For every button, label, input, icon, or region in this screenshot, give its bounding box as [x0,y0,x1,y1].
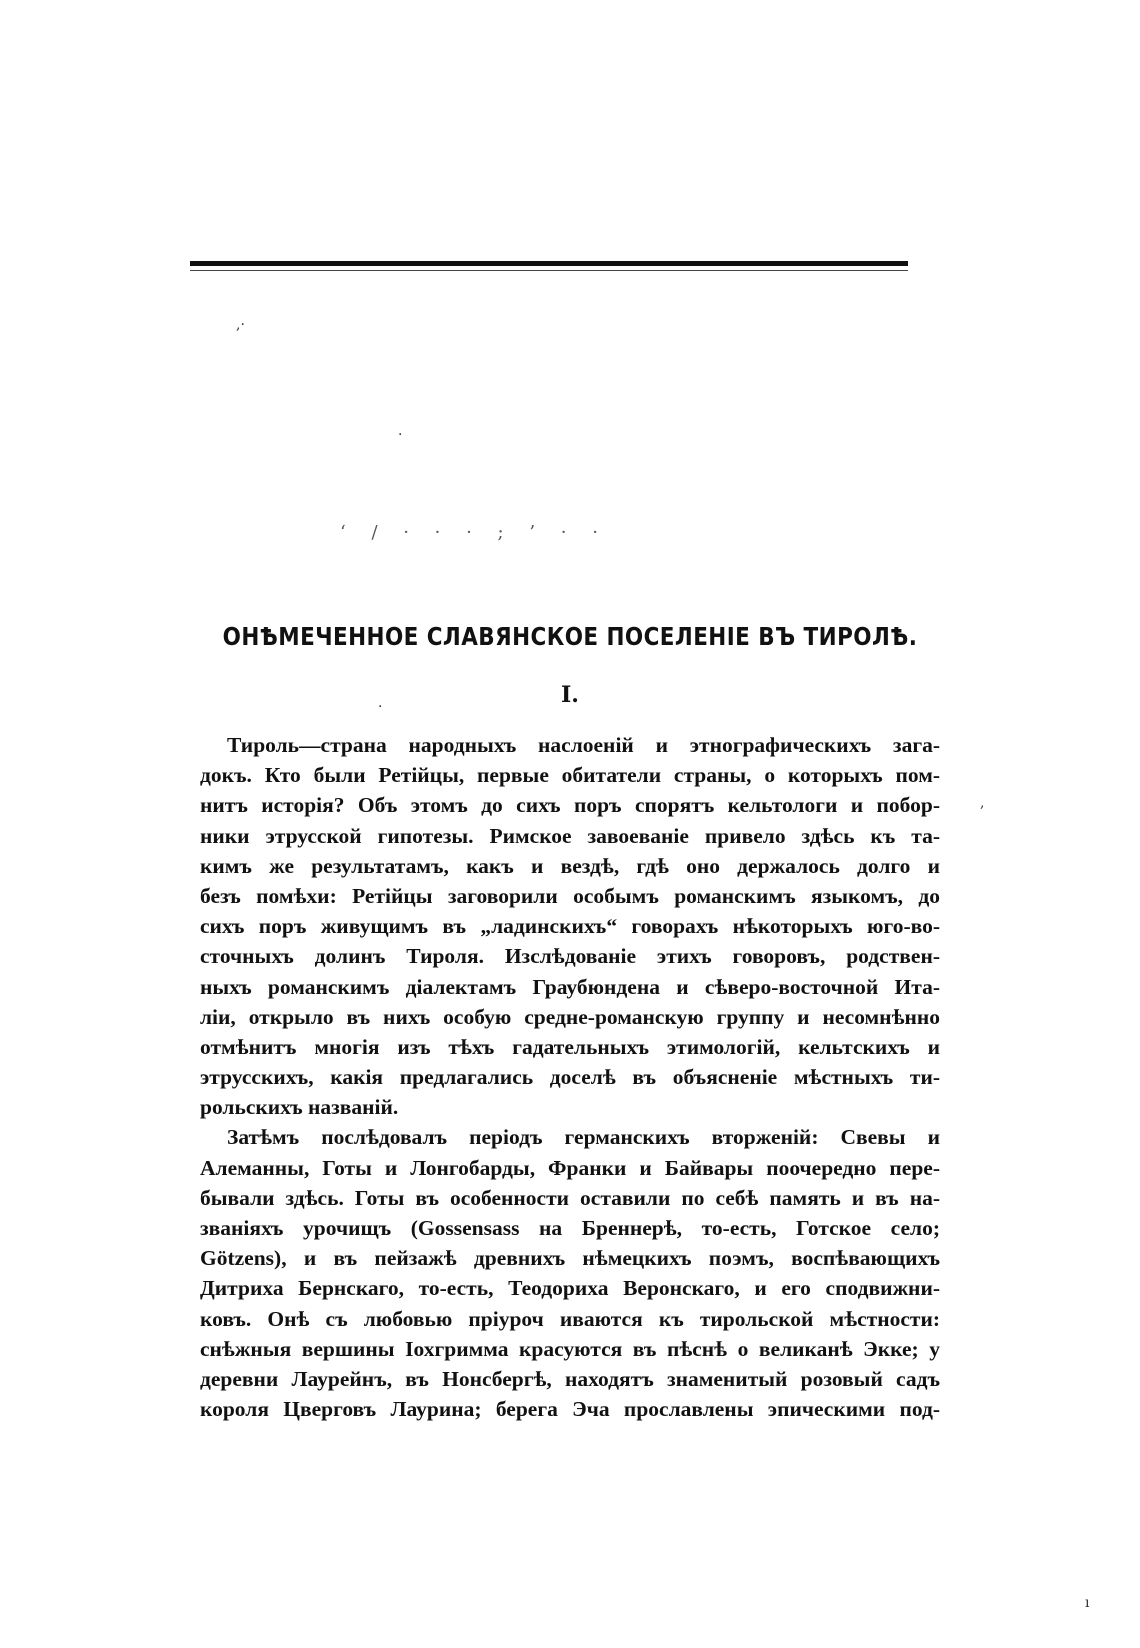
top-rule-shadow [190,270,908,271]
text-line: ліи, открыло въ нихъ особую средне-романскую группу и несомнѣнно [200,1004,940,1029]
text-line: ныхъ романскимъ діалектамъ Граубюндена и сѣверо-восточной Ита- [200,974,940,999]
text-line: этрусскихъ, какія предлагались доселѣ въ объясненіе мѣстныхъ ти- [200,1065,940,1090]
text-line: кимъ же результатамъ, какъ и вездѣ, гдѣ оно держалось долго и [200,853,940,878]
text-line: Затѣмъ послѣдовалъ періодъ германскихъ вторженій: Свевы и [227,1125,940,1150]
text-line: рольскихъ названій. [200,1095,399,1120]
text-line: нитъ исторія? Объ этомъ до сихъ поръ спорятъ кельтологи и побор- [200,793,940,818]
text-line: бывали здѣсь. Готы въ особенности оставили по себѣ память и въ на- [200,1185,940,1210]
scan-speck: ,· [236,317,245,333]
text-line: Götzens), и въ пейзажѣ древнихъ нѣмецкихъ поэмъ, воспѣвающихъ [200,1246,940,1271]
scan-speck: · [398,427,403,443]
text-line: сихъ поръ живущимъ въ „ладинскихъ“ говорахъ нѣкоторыхъ юго-во- [200,914,940,939]
text-line: снѣжныя вершины Іохгримма красуются въ пѣснѣ о великанѣ Экке; у [200,1336,940,1361]
scan-speck: · [378,699,383,715]
faded-handwriting-mark: ‘ / · · · ; ’ · · [340,522,608,543]
chapter-title: ОНѢМЕЧЕННОЕ СЛАВЯНСКОЕ ПОСЕЛЕНІЕ ВЪ ТИРОЛѢ. [222,622,918,651]
text-line: Тироль—страна народныхъ наслоеній и этнографическихъ зага- [227,733,940,757]
text-line: Дитриха Бернскаго, то-есть, Теодориха Веронскаго, и его сподвижни- [200,1276,940,1301]
text-line: безъ помѣхи: Ретійцы заговорили особымъ романскимъ языкомъ, до [200,883,940,908]
text-line: деревни Лаурейнъ, въ Нонсбергѣ, находятъ знаменитый розовый садъ [200,1366,940,1391]
body-text [200,730,940,1424]
text-line: ники этрусской гипотезы. Римское завоеваніе привело здѣсь къ та- [200,823,940,848]
section-number: I. [561,682,579,708]
scan-speck: , [980,795,985,811]
scan-speck: ı [1085,1595,1090,1611]
text-line: отмѣнитъ многія изъ тѣхъ гадательныхъ этимологій, кельтскихъ и [200,1034,940,1059]
text-line: сточныхъ долинъ Тироля. Изслѣдованіе этихъ говоровъ, родствен- [200,944,940,969]
text-line: докъ. Кто были Ретійцы, первые обитатели страны, о которыхъ пом- [200,763,940,788]
text-line: званіяхъ урочищъ (Gossensass на Бреннерѣ, то-есть, Готское село; [200,1216,940,1240]
text-line: Алеманны, Готы и Лонгобарды, Франки и Байвары поочередно пере- [200,1155,940,1180]
top-rule [190,261,908,266]
text-line: короля Цверговъ Лаурина; берега Эча прославлены эпическими под- [200,1397,940,1422]
text-line: ковъ. Онѣ съ любовью пріуроч иваются къ тирольской мѣстности: [200,1306,940,1331]
